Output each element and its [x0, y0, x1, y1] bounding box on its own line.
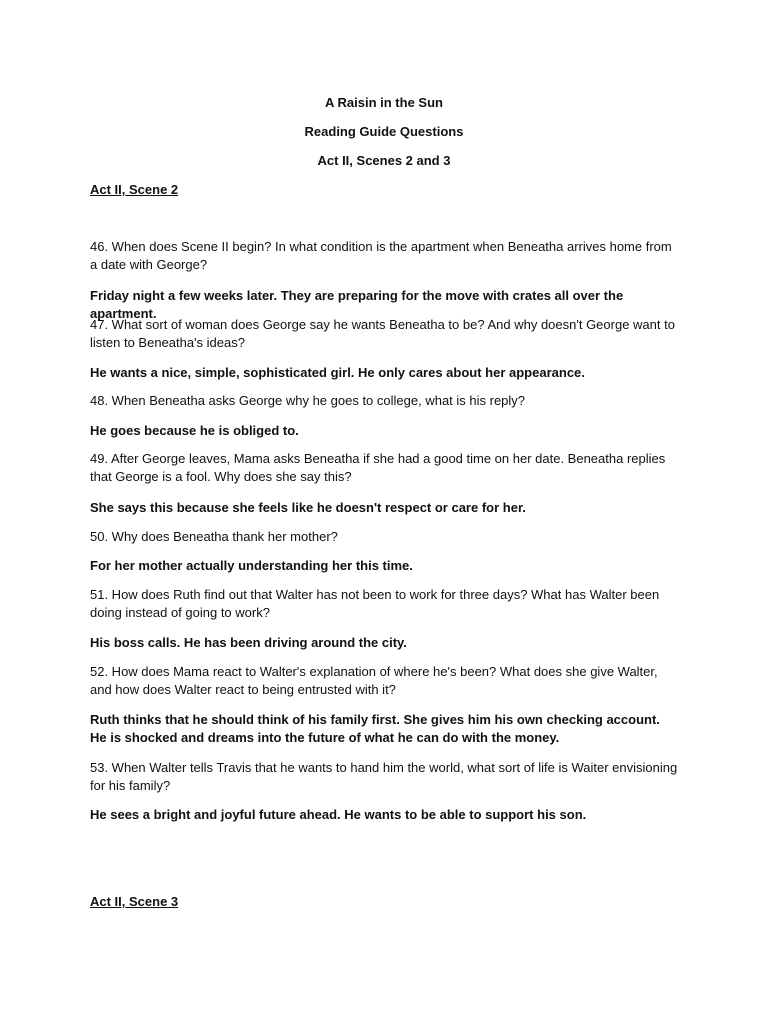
act-heading: Act II, Scenes 2 and 3	[317, 153, 451, 168]
answer-48: He goes because he is obliged to.	[90, 423, 299, 438]
question-52: 52. How does Mama react to Walter's explanation of where he's been? What does she give Walter, and how does Walter react to being entrusted with it?	[90, 664, 658, 697]
question-49: 49. After George leaves, Mama asks Beneatha if she had a good time on her date. Beneatha replies that George is a fool. Why does she say this?	[90, 451, 666, 484]
document-title: A Raisin in the Sun	[325, 95, 443, 110]
question-48: 48. When Beneatha asks George why he goes to college, what is his reply?	[90, 393, 526, 408]
document-subtitle: Reading Guide Questions	[304, 124, 464, 139]
question-46: 46. When does Scene II begin? In what condition is the apartment when Beneatha arrives home from a date with George?	[90, 239, 672, 272]
answer-50: For her mother actually understanding her this time.	[90, 558, 413, 573]
question-50: 50. Why does Beneatha thank her mother?	[90, 529, 338, 544]
question-47: 47. What sort of woman does George say he wants Beneatha to be? And why doesn't George want to listen to Beneatha's ideas?	[90, 317, 675, 350]
section-heading-scene-2: Act II, Scene 2	[90, 182, 179, 197]
answer-46: Friday night a few weeks later. They are preparing for the move with crates all over the apartment.	[90, 288, 624, 321]
section-heading-scene-3: Act II, Scene 3	[90, 894, 179, 909]
question-51: 51. How does Ruth find out that Walter has not been to work for three days? What has Walter been doing instead of going to work?	[90, 587, 660, 620]
question-53: 53. When Walter tells Travis that he wants to hand him the world, what sort of life is Waiter envisioning for his family?	[90, 760, 678, 793]
answer-52: Ruth thinks that he should think of his family first. She gives him his own checking account. He is shocked and dreams into the future of what he can do with the money.	[90, 712, 660, 745]
answer-47: He wants a nice, simple, sophisticated girl. He only cares about her appearance.	[90, 365, 585, 380]
answer-51: His boss calls. He has been driving around the city.	[90, 635, 407, 650]
answer-53: He sees a bright and joyful future ahead. He wants to be able to support his son.	[90, 807, 587, 822]
answer-49: She says this because she feels like he doesn't respect or care for her.	[90, 500, 526, 515]
